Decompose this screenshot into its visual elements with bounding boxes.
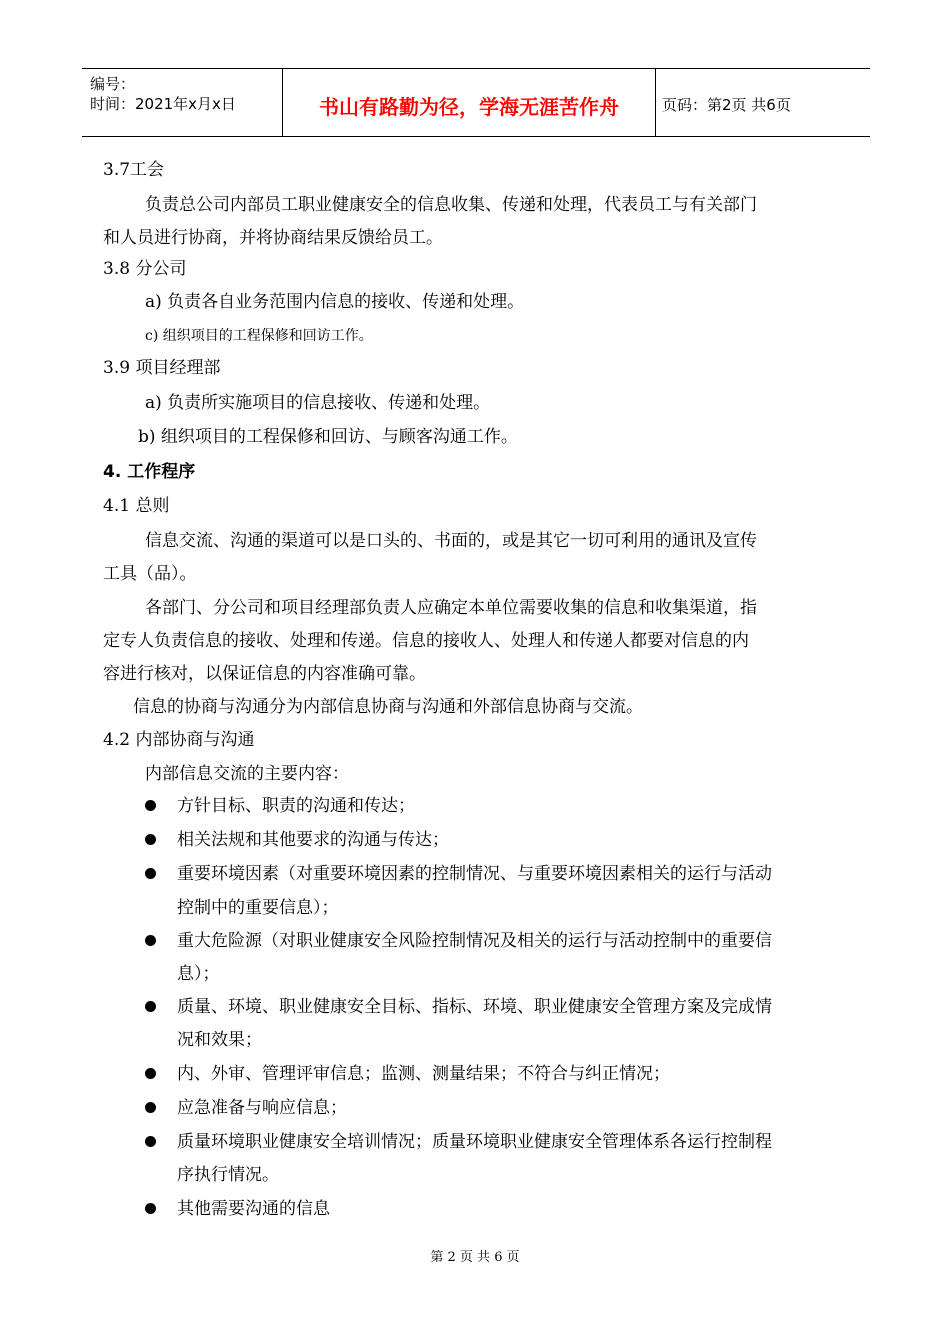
section-4-1-para1-line1: 信息交流、沟通的渠道可以是口头的、书面的，或是其它一切可利用的通讯及宣传	[145, 531, 757, 551]
bullet-dot	[145, 1068, 156, 1079]
list-item-text-cont: 控制中的重要信息）；	[177, 898, 339, 918]
section-4-1-title: 4.1 总则	[103, 496, 170, 516]
list-item-text-cont: 息）；	[177, 964, 220, 984]
section-3-8-item-c: c) 组织项目的工程保修和回访工作。	[145, 328, 373, 344]
list-item-text: 质量环境职业健康安全培训情况；质量环境职业健康安全管理体系各运行控制程	[177, 1132, 772, 1152]
section-4-1-para2-line1: 各部门、分公司和项目经理部负责人应确定本单位需要收集的信息和收集渠道，指	[145, 598, 757, 618]
section-4-1-para2-line3: 容进行核对，以保证信息的内容准确可靠。	[103, 664, 426, 684]
header-motto-cell	[282, 69, 656, 136]
bullet-dot	[145, 868, 156, 879]
bullet-dot	[145, 834, 156, 845]
bullet-dot	[145, 1203, 156, 1214]
bullet-dot	[145, 1001, 156, 1012]
header-motto: 书山有路勤为径，学海无涯苦作舟	[319, 95, 619, 119]
section-3-9-item-b: b) 组织项目的工程保修和回访、与顾客沟通工作。	[138, 427, 518, 447]
section-4-heading: 4. 工作程序	[103, 462, 196, 482]
header-meta	[82, 69, 282, 136]
bullet-dot	[145, 935, 156, 946]
section-3-7-para-line1: 负责总公司内部员工职业健康安全的信息收集、传递和处理，代表员工与有关部门	[145, 195, 757, 215]
list-item-text: 重大危险源（对职业健康安全风险控制情况及相关的运行与活动控制中的重要信	[177, 931, 772, 951]
section-3-7-title: 3.7工会	[103, 160, 165, 180]
list-item-text: 相关法规和其他要求的沟通与传达；	[177, 830, 449, 850]
section-4-2-title: 4.2 内部协商与沟通	[103, 730, 255, 750]
section-4-1-para2-line2: 定专人负责信息的接收、处理和传递。信息的接收人、处理人和传递人都要对信息的内	[103, 631, 749, 651]
list-item-text-cont: 序执行情况。	[177, 1165, 279, 1185]
list-item-text: 其他需要沟通的信息	[177, 1199, 330, 1219]
section-4-1-para3: 信息的协商与沟通分为内部信息协商与沟通和外部信息协商与交流。	[133, 697, 643, 717]
list-item-text: 内、外审、管理评审信息；监测、测量结果；不符合与纠正情况；	[177, 1064, 670, 1084]
doc-number-label: 编号：	[90, 75, 136, 93]
list-item-text: 应急准备与响应信息；	[177, 1098, 347, 1118]
section-3-7-para-line2: 和人员进行协商，并将协商结果反馈给员工。	[103, 228, 443, 248]
section-3-9-title: 3.9 项目经理部	[103, 358, 221, 378]
list-item-text: 重要环境因素（对重要环境因素的控制情况、与重要环境因素相关的运行与活动	[177, 864, 772, 884]
section-4-1-para1-line2: 工具（品）。	[103, 564, 197, 584]
section-3-8-title: 3.8 分公司	[103, 259, 187, 279]
header-page-number: 页码：第2页 共6页	[662, 96, 791, 114]
section-3-8-item-a: a) 负责各自业务范围内信息的接收、传递和处理。	[145, 292, 525, 312]
section-4-2-intro: 内部信息交流的主要内容：	[145, 764, 349, 784]
bullet-dot	[145, 1136, 156, 1147]
doc-time-label: 时间：2021年x月x日	[90, 95, 236, 113]
list-item-text-cont: 况和效果；	[177, 1030, 262, 1050]
page-header	[82, 68, 870, 137]
list-item-text: 质量、环境、职业健康安全目标、指标、环境、职业健康安全管理方案及完成情	[177, 997, 772, 1017]
bullet-dot	[145, 800, 156, 811]
list-item-text: 方针目标、职责的沟通和传达；	[177, 796, 415, 816]
section-3-9-item-a: a) 负责所实施项目的信息接收、传递和处理。	[145, 393, 491, 413]
bullet-dot	[145, 1102, 156, 1113]
page-footer: 第 2 页 共 6 页	[430, 1250, 520, 1265]
